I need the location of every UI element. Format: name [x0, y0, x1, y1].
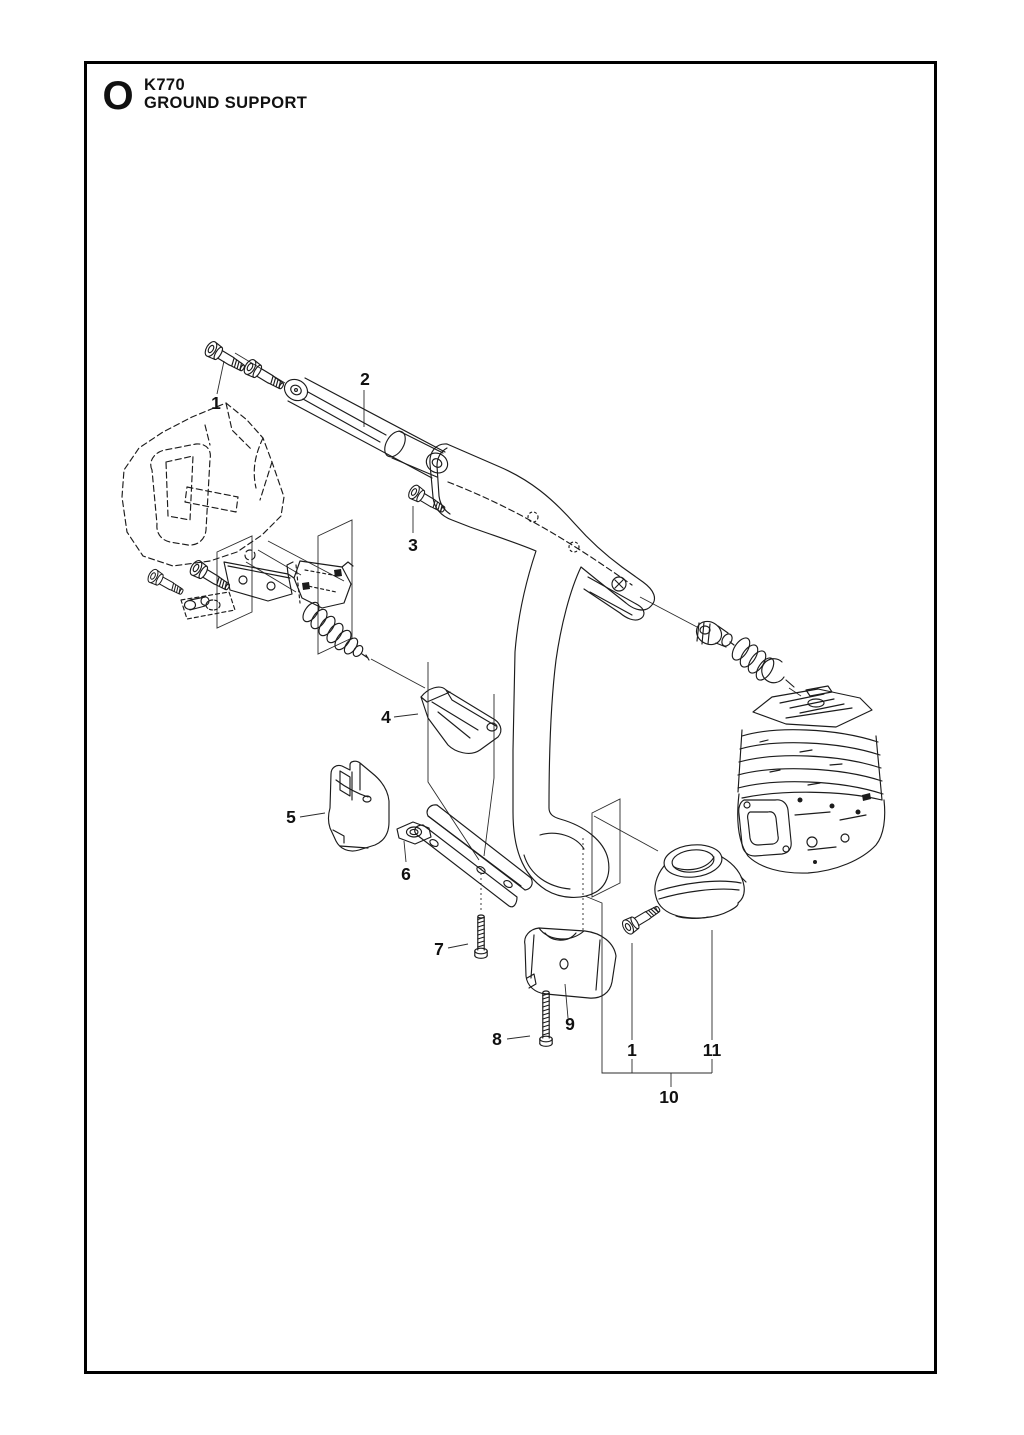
- alignment-lines: [217, 353, 801, 1087]
- screw-left-b: [188, 559, 233, 595]
- screw-item7: [475, 915, 487, 958]
- washer-plate: [397, 822, 431, 844]
- body-mounting-bracket: [224, 562, 292, 601]
- screw-item1-a: [203, 340, 248, 376]
- tube-frame: [430, 444, 655, 898]
- model-label: K770: [144, 76, 186, 94]
- screw-item1-bottom: [620, 902, 663, 936]
- left-dashed-plate: [181, 592, 235, 619]
- coil-spring: [729, 635, 794, 687]
- damper-assembly: [287, 561, 369, 660]
- callout-label-8: 8: [492, 1029, 502, 1049]
- guard-bracket: [421, 687, 501, 753]
- callout-label-3: 3: [408, 535, 418, 555]
- callout-label-6: 6: [401, 864, 411, 884]
- plane-right: [592, 799, 620, 897]
- section-letter: O: [102, 74, 134, 118]
- support-foot: [329, 761, 390, 851]
- machine-body-outline: [122, 403, 284, 566]
- ground-support-strut: [281, 375, 452, 478]
- bell-cover: [655, 842, 746, 918]
- page-title: GROUND SUPPORT: [144, 94, 308, 112]
- callout-label-4: 4: [381, 707, 391, 727]
- screw-item8: [540, 991, 552, 1046]
- callout-label-2: 2: [360, 369, 370, 389]
- callout-label-10: 10: [659, 1087, 679, 1107]
- page-header: [102, 74, 307, 118]
- callout-label-9: 9: [565, 1014, 575, 1034]
- engine-cylinder: [738, 686, 885, 873]
- screw-left-a: [146, 568, 186, 599]
- callout-label-5: 5: [286, 807, 296, 827]
- page-border: [86, 63, 936, 1373]
- callout-label-11: 11: [702, 1040, 722, 1060]
- knurled-nut: [692, 617, 734, 649]
- plane-mid: [318, 520, 352, 654]
- callout-label-7: 7: [434, 939, 444, 959]
- callout-label-1: 1: [627, 1040, 637, 1060]
- skid-rail: [415, 805, 532, 907]
- callout-layer: [211, 369, 721, 1107]
- bracket-10: [585, 896, 712, 1073]
- screw-item1-b: [242, 358, 287, 394]
- callout-label-1: 1: [211, 393, 221, 413]
